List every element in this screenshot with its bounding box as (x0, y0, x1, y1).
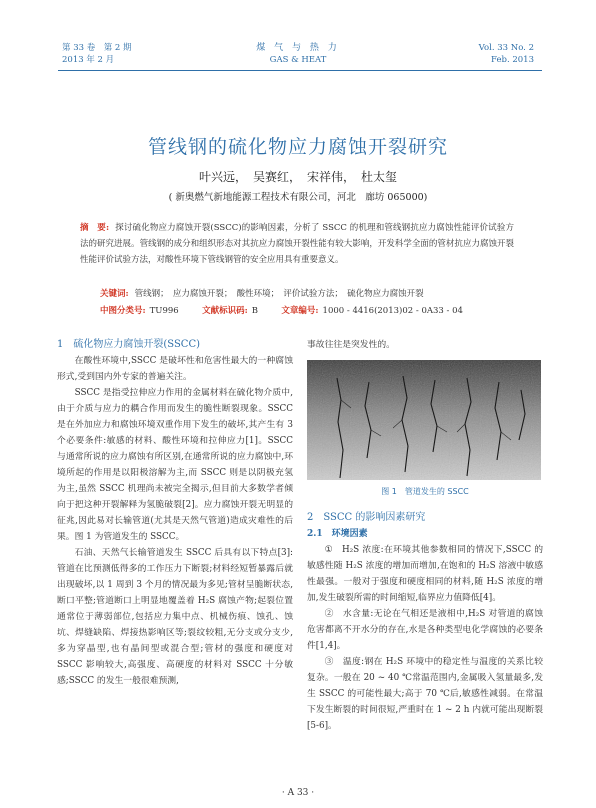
figure-caption: 图 1 管道发生的 SSCC (381, 487, 469, 496)
paragraph-continuation: 事故往往是突发性的。 (307, 340, 395, 350)
classification-line (100, 304, 540, 316)
paragraph: ③ 温度:钢在 H₂S 环境中的稳定性与温度的关系比较复杂。一般在 20 ~ 40 ℃常温范围内,金属吸入氢量最多,发生 SSCC 的可能性最大;高于 70 ℃后,敏感性减弱。在常温下发生断裂的时间很短,严重时在 1 ~ 2 h 内就可能出现断裂[5-6]。 (307, 657, 543, 731)
sscc-crack-photo (307, 360, 541, 480)
paragraph: 在酸性环境中,SSCC 是破坏性和危害性最大的一种腐蚀形式,受到国内外专家的普遍关注。 (57, 356, 293, 382)
clc-value: TU996 (149, 306, 179, 316)
author-affiliation: ( 新奥燃气新地能源工程技术有限公司，河北 廊坊 065000) (168, 192, 428, 203)
article-number-label: 文章编号: (281, 306, 319, 316)
subsection-2-1-heading: 2.1 环境因素 (307, 529, 368, 539)
section-1-heading: 1 硫化物应力腐蚀开裂(SSCC) (57, 339, 200, 350)
abstract-text: 探讨硫化物应力腐蚀开裂(SSCC)的影响因素，分析了 SSCC 的机理和管线钢抗应力腐蚀性能评价试验方法的研究进展。管线钢的成分和组织形态对其抗应力腐蚀开裂性能有较大影响，开发科学全面的管材抗应力腐蚀开裂性能评价试验方法，对酸性环境下管线钢管的安全应用具有重要意义。 (80, 223, 514, 265)
volume-issue-en: Vol. 33 No. 2 (478, 43, 534, 53)
running-header-right (479, 42, 534, 66)
keywords-label: 关键词: (100, 289, 129, 299)
clc-label: 中图分类号: (100, 306, 146, 316)
left-column (57, 337, 293, 689)
issue-date-en: Feb. 2013 (491, 55, 534, 65)
keywords-block (100, 287, 540, 301)
abstract-label: 摘 要: (80, 223, 110, 233)
journal-name-en: GAS & HEAT (269, 55, 327, 65)
abstract-block (80, 220, 514, 268)
paragraph: ② 水含量:无论在气相还是液相中,H₂S 对管道的腐蚀危害都离不开水分的存在,水是各种类型电化学腐蚀的必要条件[1,4]。 (307, 609, 543, 651)
doc-code-label: 文献标识码: (202, 306, 248, 316)
page-number: · A 33 · (281, 788, 315, 798)
keywords-text: 管线钢； 应力腐蚀开裂； 酸性环境； 评价试验方法； 硫化物应力腐蚀开裂 (134, 289, 424, 299)
paragraph: 石油、天然气长输管道发生 SSCC 后具有以下特点[3]:管道在比预测低得多的工作压力下断裂;材料经短暂暴露后就出现破坏,以 1 周到 3 个月的情况最为多见;管材呈脆断状态,断口平整;管道断口上明显地覆盖着 H₂S 腐蚀产物;起裂位置通常位于薄弱部位,包括应力集中点、机械伤痕、蚀孔、蚀坑、焊缝缺陷、焊接热影响区等;裂纹较粗,无分支或分支少,多为穿晶型,也有晶间型或混合型;管材的强度和硬度对 SSCC 影响较大,高强度、高硬度的材料对 SSCC 十分敏感;SSCC 的发生一般很难预测, (57, 548, 293, 686)
section-2-heading: 2 SSCC 的影响因素研究 (307, 512, 426, 523)
issue-date: 2013 年 2 月 (62, 55, 115, 65)
article-title: 管线钢的硫化物应力腐蚀开裂研究 (147, 136, 448, 158)
volume-issue: 第 33 卷 第 2 期 (62, 43, 132, 53)
paragraph: ① H₂S 浓度:在环境其他参数相同的情况下,SSCC 的敏感性随 H₂S 浓度的增加而增加,在饱和的 H₂S 溶液中敏感性最强。一般对于强度和硬度相同的材料,随 H₂S 浓度的增加,发生破裂所需的时间缩短,临界应力值降低[4]。 (307, 545, 543, 603)
journal-name-cn: 煤 气 与 热 力 (256, 43, 340, 53)
article-number-value: 1000 - 4416(2013)02 - 0A33 - 04 (322, 306, 463, 316)
article-authors: 叶兴远， 吴赛红， 宋祥伟， 杜太玺 (198, 170, 397, 184)
right-column (307, 337, 543, 734)
doc-code-value: B (251, 306, 258, 316)
paragraph: SSCC 是指受拉伸应力作用的金属材料在硫化物介质中,由于介质与应力的耦合作用而发生的脆性断裂现象。SSCC 是在外加应力和腐蚀环境双重作用下发生的破坏,其产生有 3 个必要条件:敏感的材料、酸性环境和拉伸应力[1]。SSCC 与通常所说的应力腐蚀有所区别,在通常所说的应力腐蚀中,环境所起的作用是以阳极溶解为主,而 SSCC 则是以阴极充氢为主,虽然 SSCC 机理尚未被完全揭示,但目前大多数学者倾向于把这种开裂解释为氢脆破裂[2]。应力腐蚀开裂无明显的征兆,因此易对长输管道(尤其是天然气管道)造成灾难性的后果。图 1 为管道发生的 SSCC。 (57, 388, 293, 542)
header-divider (58, 70, 542, 71)
